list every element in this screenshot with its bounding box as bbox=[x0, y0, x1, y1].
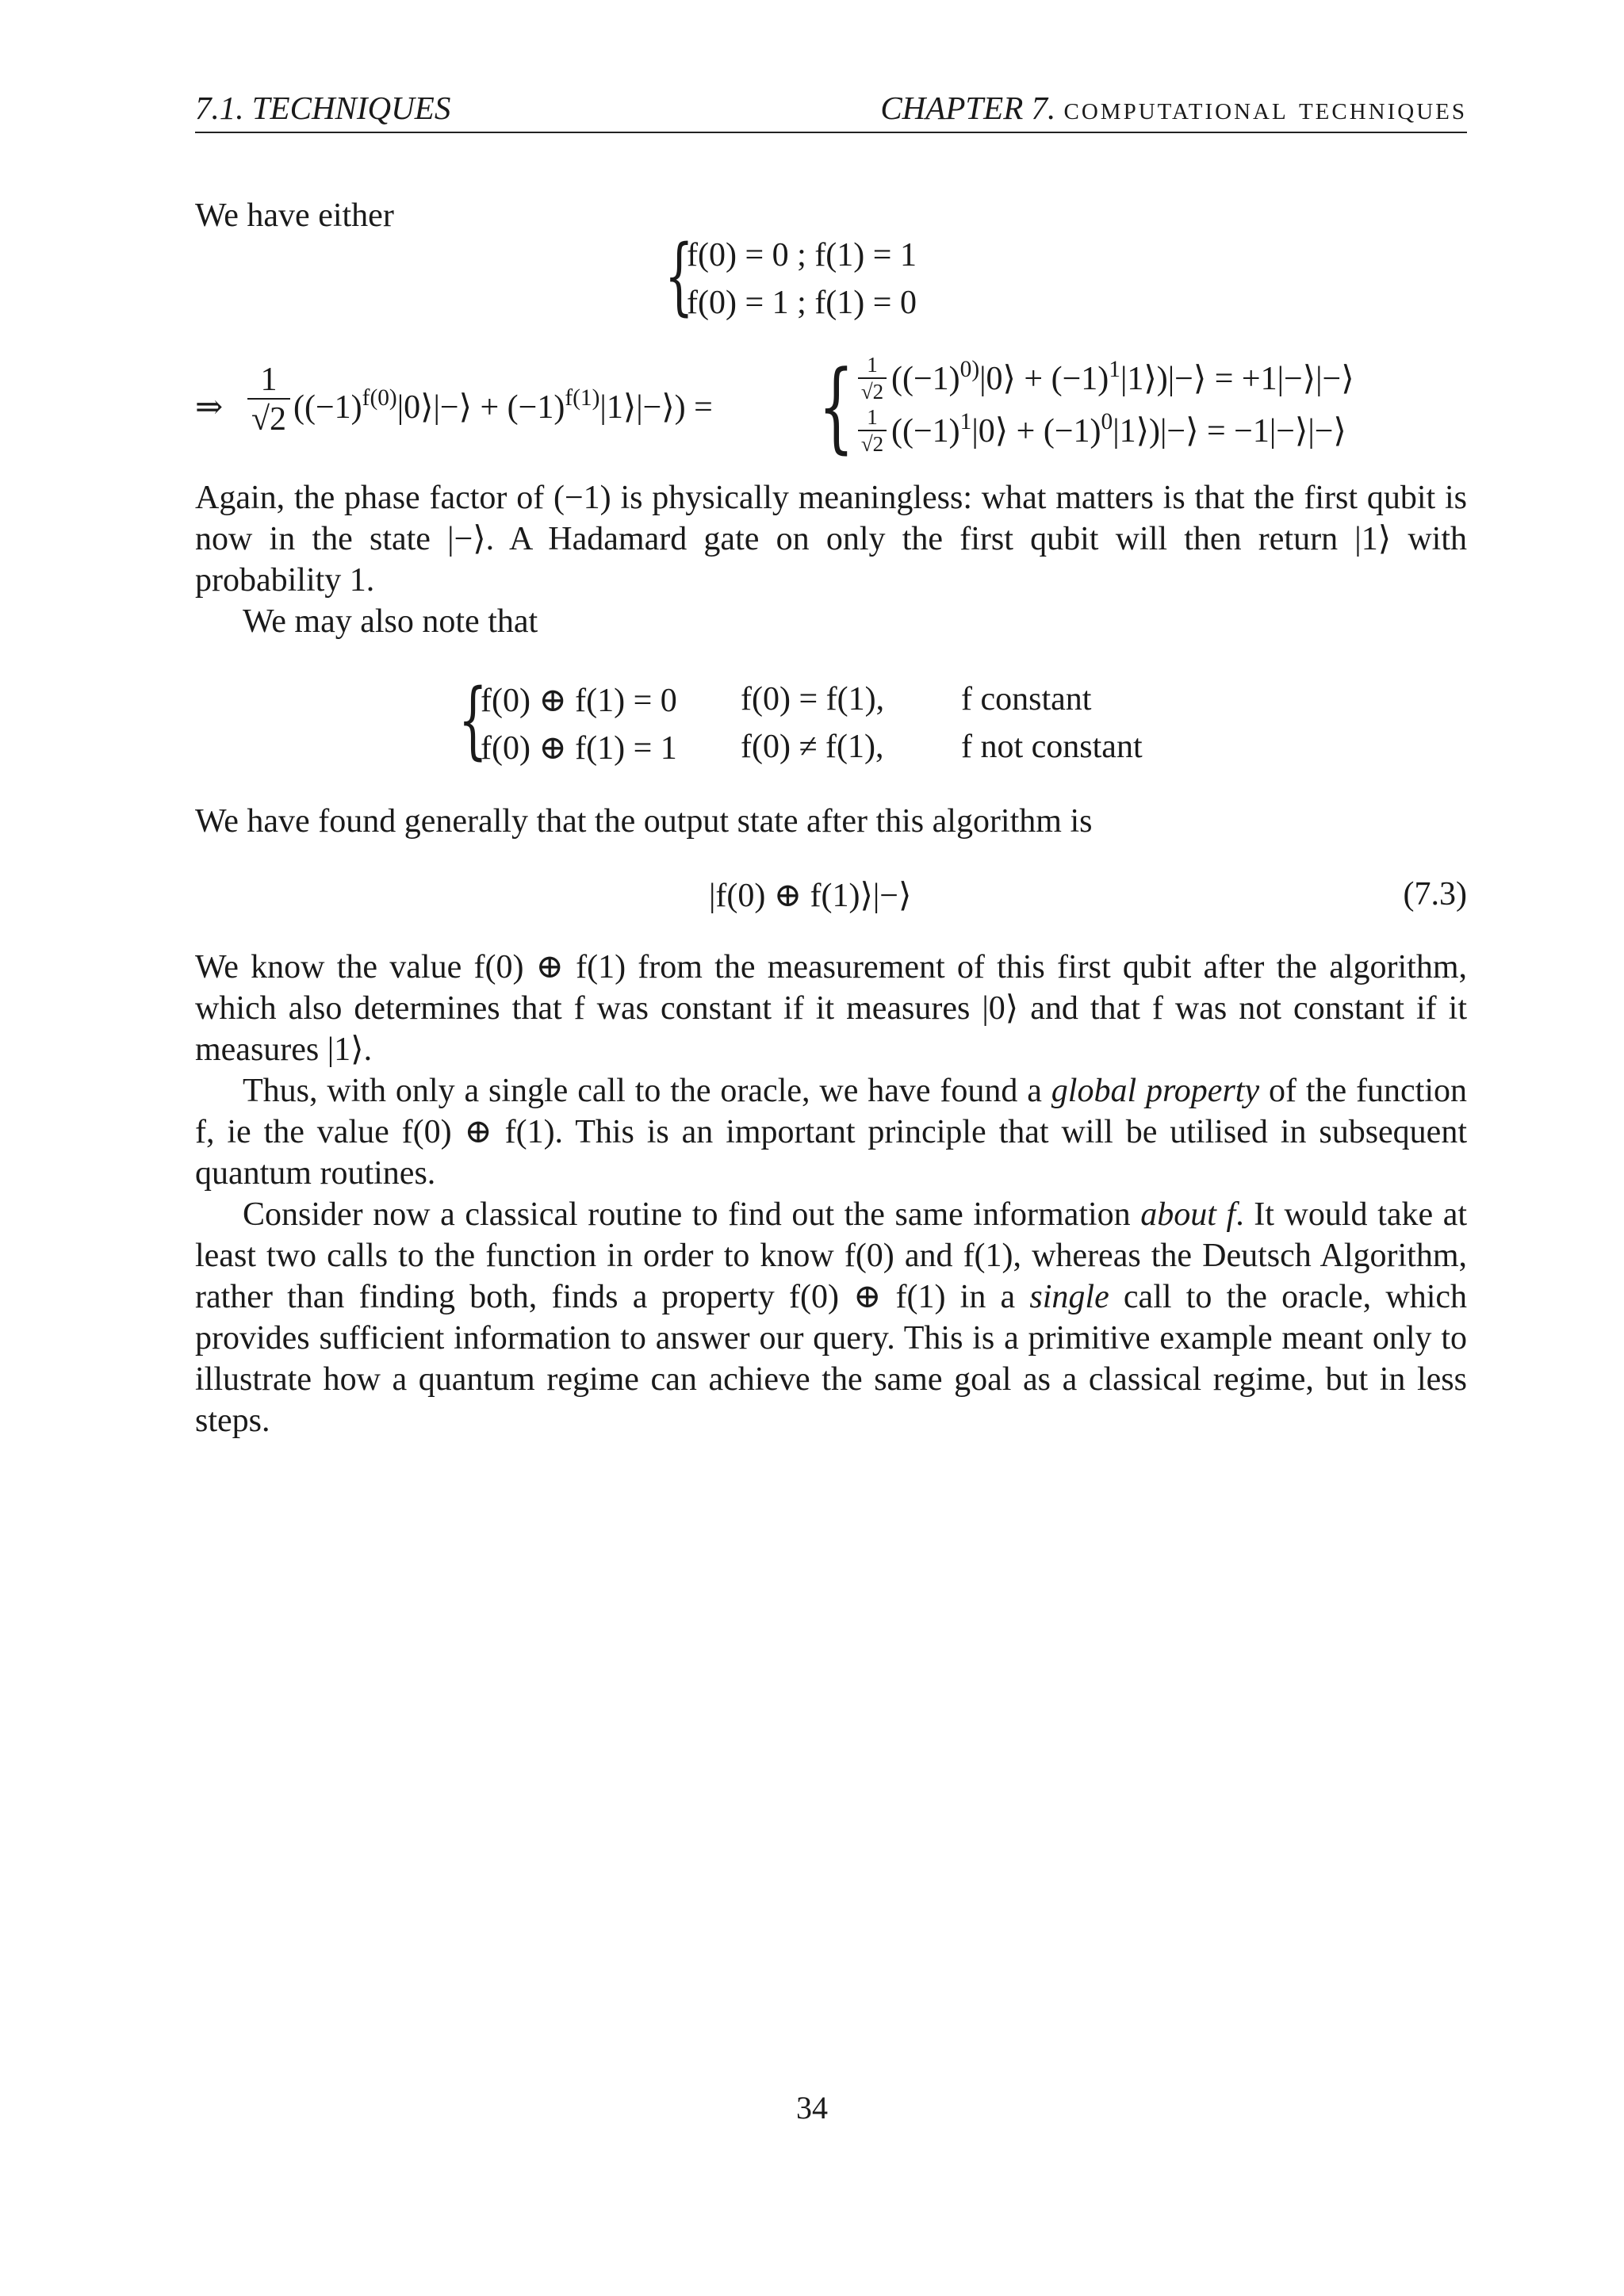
cases-1-row-2: f(0) = 1 ; f(1) = 0 bbox=[687, 285, 917, 321]
intro-text: We have either bbox=[195, 197, 394, 234]
derivation-lhs bbox=[293, 387, 713, 427]
derivation-case-2 bbox=[891, 408, 1346, 450]
header-chapter bbox=[880, 89, 1467, 127]
consider-part-c: call to the oracle, which provides sufficient information to answer our query. This is a primitive example meant only to illustrate how a quantum regime can achieve the same goal as a classical regime, but in less steps. bbox=[195, 1279, 1468, 1439]
derivation-case-1 bbox=[891, 358, 1354, 398]
paragraph-know: We know the value f(0) ⊕ f(1) from the measurement of this first qubit after the algorithm, which also determines that f was constant if it measures |0⟩ and that f was not constant if it measures |1⟩. bbox=[195, 949, 1467, 1068]
cases-1-brace: { bbox=[665, 227, 694, 325]
cases-2-brace: { bbox=[458, 671, 488, 769]
cases-derivation-brace: { bbox=[818, 349, 855, 464]
thus-emphasis: global property bbox=[1051, 1073, 1260, 1109]
implies-arrow: ⇒ bbox=[195, 389, 224, 426]
cases-2-r2-c1: f(0) ⊕ f(1) = 1 bbox=[481, 730, 677, 767]
paragraph-again: Again, the phase factor of (−1) is physically meaningless: what matters is that the first qubit is now in the state |−⟩. A Hadamard gate on only the first qubit will then return |1⟩ with probability 1. bbox=[195, 480, 1467, 599]
lhs-sup-a: f(0) bbox=[362, 385, 397, 411]
equation-number: (7.3) bbox=[1403, 876, 1467, 913]
case2-part-b: |0⟩ + (−1) bbox=[971, 413, 1101, 450]
paragraph-consider bbox=[195, 1194, 1467, 1441]
header-chapter-label: CHAPTER 7. bbox=[880, 90, 1056, 126]
consider-emphasis-1: about f bbox=[1140, 1196, 1236, 1233]
thus-after: of the function f, ie the value f(0) ⊕ f(1). This is an important principle that will be utilised in subsequent quantum routines. bbox=[195, 1073, 1468, 1192]
cases-2-r1-c2: f(0) = f(1), bbox=[741, 681, 885, 718]
lhs-part-b: |0⟩|−⟩ + (−1) bbox=[396, 389, 565, 426]
case2-fraction bbox=[858, 406, 887, 457]
case2-part-c: |1⟩)|−⟩ = −1|−⟩|−⟩ bbox=[1113, 413, 1346, 450]
case2-sup-b: 0 bbox=[1101, 408, 1113, 434]
case1-part-a: ((−1) bbox=[891, 361, 960, 397]
derivation-fraction bbox=[247, 362, 290, 440]
case2-part-a: ((−1) bbox=[891, 413, 960, 450]
fraction-denominator: √2 bbox=[251, 401, 287, 438]
case1-part-b: |0⟩ + (−1) bbox=[979, 361, 1109, 397]
paragraph-thus bbox=[195, 1070, 1467, 1194]
case1-sup-a: 0) bbox=[959, 356, 980, 382]
paragraph-found: We have found generally that the output state after this algorithm is bbox=[195, 803, 1093, 840]
cases-1-row-1: f(0) = 0 ; f(1) = 1 bbox=[687, 237, 917, 274]
cases-2-r1-c3: f constant bbox=[961, 681, 1092, 718]
header-section: 7.1. TECHNIQUES bbox=[195, 90, 451, 126]
header-chapter-title: computational techniques bbox=[1063, 90, 1467, 126]
lhs-part-a: ((−1) bbox=[293, 389, 362, 426]
case1-sup-b: 1 bbox=[1109, 356, 1120, 382]
consider-part-a: Consider now a classical routine to find out the same information bbox=[243, 1196, 1141, 1233]
consider-part-b: . It would take at least two calls to the function in order to know f(0) and f(1), whereas the Deutsch Algorithm, rather than finding both, finds a property f(0) ⊕ f(1) in a bbox=[195, 1196, 1468, 1315]
case1-fraction-num: 1 bbox=[858, 354, 887, 379]
lhs-part-c: |1⟩|−⟩) = bbox=[599, 389, 713, 426]
thus-before: Thus, with only a single call to the oracle, we have found a bbox=[243, 1073, 1051, 1109]
case2-fraction-num: 1 bbox=[858, 406, 887, 431]
case2-fraction-den: √2 bbox=[860, 431, 884, 456]
cases-2-r2-c2: f(0) ≠ f(1), bbox=[741, 729, 884, 765]
case1-fraction-den: √2 bbox=[860, 379, 884, 404]
fraction-numerator: 1 bbox=[247, 362, 290, 400]
lhs-sup-b: f(1) bbox=[565, 385, 600, 411]
case2-sup-a: 1 bbox=[959, 408, 972, 434]
cases-2-r2-c3: f not constant bbox=[961, 729, 1143, 765]
page-number: 34 bbox=[796, 2090, 828, 2126]
running-head bbox=[195, 86, 1467, 133]
case1-part-c: |1⟩)|−⟩ = +1|−⟩|−⟩ bbox=[1120, 361, 1354, 397]
paragraph-note: We may also note that bbox=[243, 603, 538, 640]
consider-emphasis-2: single bbox=[1029, 1279, 1109, 1315]
equation-7-3: |f(0) ⊕ f(1)⟩|−⟩ bbox=[709, 878, 912, 914]
cases-2-r1-c1: f(0) ⊕ f(1) = 0 bbox=[481, 683, 677, 719]
case1-fraction bbox=[858, 354, 887, 404]
